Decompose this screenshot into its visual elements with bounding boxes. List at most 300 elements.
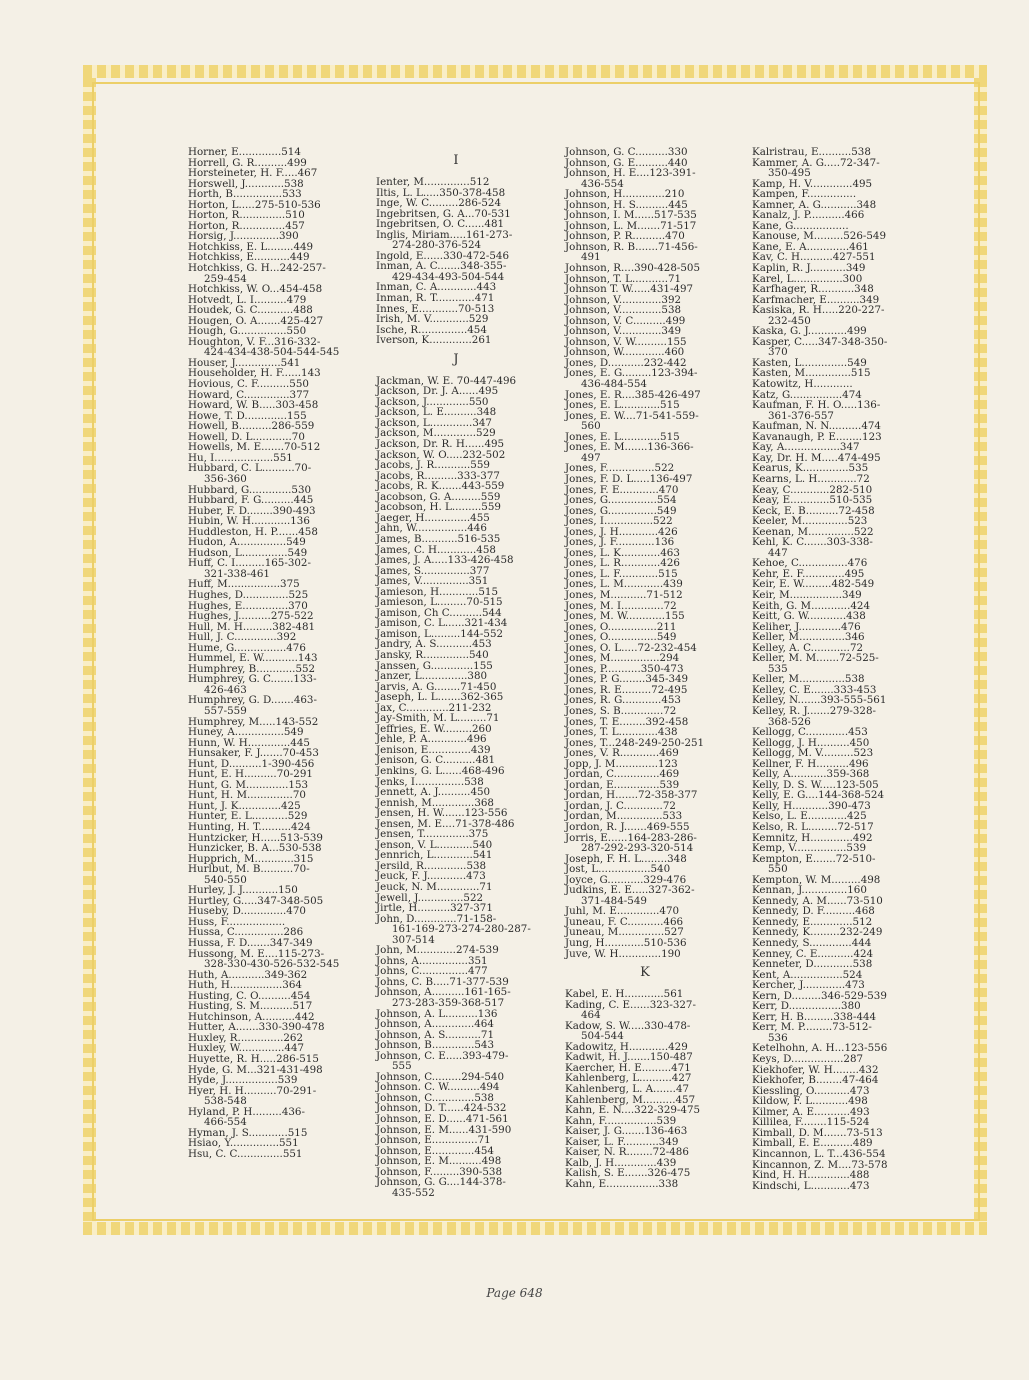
index-entry: Hsiao, Y...............551 [188,1137,299,1150]
index-entry: Johnson, H.............210 [565,188,685,201]
index-entry: Kerr, H. B.........338-444 [752,1010,877,1023]
index-entry: Kasper, C.....347-348-350- [752,335,888,348]
index-entry: Jones, M. I.............72 [565,599,677,612]
index-entry: Kahlenberg, L. A.......47 [565,1083,690,1096]
index-entry: Hubin, W. H............136 [188,515,310,528]
index-entry: Kemp, V................539 [752,842,867,855]
index-entry: Kahn, E................338 [565,1177,679,1190]
index-entry: Hunzicker, B. A...530-538 [188,842,322,855]
index-entry: Kasten, L..............549 [752,356,867,369]
index-entry: Hutchinson, A..........442 [188,1010,315,1023]
index-entry: Kampen, F............... [752,188,857,201]
index-entry: Jehle, P. A............496 [376,733,487,746]
index-entry: Hyer, H. H..........70-291- [188,1084,317,1097]
index-entry: Johnson, R. B.......71-456- [565,240,698,253]
index-entry: Jones, E. W....71-541-559- [565,409,699,422]
index-entry: Kimball, E. E..........489 [752,1137,873,1150]
index-entry: Kadow, S. W.....330-478- [565,1019,691,1032]
index-entry: Kay, Dr. H. M.....474-495 [752,451,881,464]
index-entry: Johnson, V. W..........155 [565,335,687,348]
index-entry-continuation: 557-559 [204,704,247,717]
index-entry-continuation: 287-292-293-320-514 [581,842,694,855]
index-entry: Kamner, A. G...........348 [752,198,877,211]
index-entry: Janssen, G.............155 [376,659,493,672]
index-entry-continuation: 491 [581,251,601,264]
index-entry: Kamp, H. V.............495 [752,177,873,190]
index-entry: Hunter, E. L...........529 [188,810,308,823]
index-entry: Hupprich, M............315 [188,852,314,865]
index-entry: Humphrey, B............552 [188,662,316,675]
index-entry: Kaska, G. J............499 [752,325,867,338]
index-entry: Keller, M..............346 [752,631,865,644]
index-entry: Hu, I..................551 [188,451,293,464]
index-entry: Juhl, M. E.............470 [565,905,680,918]
index-entry: James, V...............351 [376,575,489,588]
index-entry: Kildow, F. L...........498 [752,1095,868,1108]
index-entry: Jennish, M.............368 [376,796,494,809]
index-entry-continuation: 538-548 [204,1095,247,1108]
index-entry: Kanalz, J. P...........466 [752,209,865,222]
index-entry: Horton, R..............457 [188,219,305,232]
index-entry: Hussa, C...............286 [188,926,304,939]
index-entry: Jones, O. L.....72-232-454 [565,641,697,654]
index-entry: Johnson, R....390-428-505 [565,262,701,275]
index-entry: Jones, G...............549 [565,504,677,517]
index-entry: Kabel, E. H............561 [565,988,684,1001]
index-entry: Jackson, W. O.....232-502 [376,448,506,461]
index-entry: Johnson, I. M......517-535 [565,209,697,222]
index-entry: Huff, M................375 [188,578,300,591]
index-entry-continuation: 328-330-430-526-532-545 [204,958,340,971]
index-entry: James, J. A.....133-426-458 [376,554,514,567]
index-entry: Hurtley, G.....347-348-505 [188,894,324,907]
index-entry: Hunt, G. M.............153 [188,778,309,791]
index-entry: Ingebritsen, O. C......481 [376,218,505,231]
index-entry: Jones, E. G.........123-394- [565,367,698,380]
index-entry-continuation: 560 [581,420,601,433]
index-entry: Jenison, E.............439 [376,743,491,756]
index-entry: Jones, L. K............463 [565,546,680,559]
index-entry: Jones, F. E............470 [565,483,679,496]
index-entry: Hussa, F. D.......347-349 [188,937,313,950]
index-entry: Jewell, J..............522 [376,891,484,904]
index-entry: Hyde, G. M...321-431-498 [188,1063,323,1076]
index-entry: Iltis, L. L.....350-378-458 [376,186,506,199]
index-entry: Horth, B...............533 [188,188,302,201]
index-entry: Jahn, W................446 [376,522,487,535]
index-entry: Joyce, G...........329-476 [565,873,687,886]
index-entry: Hubbard, G.............530 [188,483,312,496]
index-entry: Jamieson, L.........70-515 [376,596,503,609]
index-entry: Jarvis, A. G........71-450 [376,680,497,693]
index-entry: Hunting, H. T..........424 [188,821,311,833]
index-entry: Hubbard, C. L..........70- [188,462,312,475]
index-entry: Huber, F. D........390-493 [188,504,316,517]
index-entry: Hussong, M. E....115-273- [188,947,325,960]
index-entry-continuation: 464 [581,1009,601,1022]
index-entry: Hsu, C. C..............551 [188,1147,303,1160]
index-entry: Jones, T. E........392-458 [565,715,689,728]
index-entry: Jones, D...........232-442 [565,356,687,369]
index-entry: Innes, E............70-513 [376,302,495,315]
index-entry: Johnson, C. E.....393-479- [376,1049,509,1062]
index-entry: Kercher, J.............473 [752,979,865,992]
index-entry-continuation: 436-554 [581,177,624,190]
section-letter: K [640,965,650,981]
index-entry: Keenan, M..............522 [752,525,874,538]
index-entry: Hunt, E. H..........70-291 [188,768,313,781]
index-entry: Kent, A................524 [752,968,863,981]
index-entry: Husting, C. O..........454 [188,989,311,1002]
index-entry-continuation: 426-463 [204,683,247,696]
index-entry-continuation: 368-526 [768,715,811,728]
index-entry: Humphrey, G. C.......133- [188,673,317,686]
index-entry: Jackson, Dr. J. A......495 [376,385,499,398]
index-entry: Jones, L. M............439 [565,578,683,591]
index-entry: Kilmer, A. E...........493 [752,1105,870,1118]
index-entry-continuation: 321-338-461 [204,567,270,580]
index-entry: Kennedy, D. F..........468 [752,905,875,918]
index-entry-continuation: 371-484-549 [581,894,647,907]
index-entry: Keller, M..............538 [752,673,865,686]
index-entry: Kellogg, J. H..........450 [752,736,870,749]
index-entry: Hough, G...............550 [188,325,307,338]
index-entry: Hull, J. C.............392 [188,631,297,644]
index-entry: Johnson, H. E....123-391- [565,167,696,180]
index-entry: Keller, M. M.......72-525- [752,652,879,665]
index-entry: Hughes, J..........275-522 [188,610,314,623]
index-entry: Kalish, S. E.......326-475 [565,1167,691,1180]
index-entry: Juneau, M..............527 [565,926,684,939]
index-entry-continuation: 429-434-493-504-544 [392,270,505,283]
index-entry: Kalb, J. H.............439 [565,1156,677,1169]
index-entry: Jenson, V. L...........540 [376,838,493,851]
index-entry: Kincannon, Z. M....73-578 [752,1158,888,1171]
index-entry: Johnson, V.............349 [565,325,682,338]
index-entry: Howell, B..........286-559 [188,420,315,433]
index-entry: Kearus, K..............535 [752,462,869,475]
index-entry: Johnson, T. L...........71 [565,272,682,285]
index-entry: Kalristrau, E..........538 [752,146,871,158]
index-entry: Hougen, O. A.......425-427 [188,314,324,327]
index-entry: Jacobson, H. L.........559 [376,501,501,514]
index-entry: Jung, H............510-536 [565,937,687,950]
index-entry: Horton, R..............510 [188,209,305,222]
index-entry: Hurley, J. J...........150 [188,884,298,897]
index-entry: Howard, W. B.....303-458 [188,399,319,412]
index-entry: Jennrich, L............541 [376,849,493,862]
index-entry: Johnson, A.............464 [376,1018,494,1031]
index-entry: Hyde, J................539 [188,1074,298,1087]
index-entry: Jamison, C. L......321-434 [376,617,508,630]
index-entry-continuation: 274-280-376-524 [392,239,482,252]
index-entry: Jones, P...........350-473 [565,662,684,675]
index-entry: Johnson, E..............71 [376,1134,491,1147]
index-entry: Johnson, V.............538 [565,304,682,317]
index-entry: Johnson, P. R..........470 [565,230,685,243]
index-entry: Johns, A...............351 [376,954,488,967]
index-entry: Jones, O...............549 [565,631,677,644]
index-entry: Jones, F. D. L.....136-497 [565,472,693,485]
index-entry: Jaeger, H..............455 [376,511,490,524]
index-entry: Kempton, W. M.........498 [752,873,881,886]
index-entry: Kemnitz, H.............492 [752,831,873,844]
index-entry: Johnson, C.............538 [376,1091,494,1104]
index-column-4 [752,147,912,1191]
index-entry: Kennedy, S.............444 [752,937,872,950]
index-entry: Kelly, A...........359-368 [752,768,870,781]
index-entry: Jensen, T..............375 [376,828,489,841]
index-entry: Johnson, H. S..........445 [565,198,688,211]
index-entry: Johnson, E. M......431-590 [376,1123,512,1136]
index-entry: Ienter, M..............512 [376,176,490,188]
index-entry: Kiessling, O...........473 [752,1084,870,1097]
index-entry: Hurlbut, M. B..........70- [188,863,310,876]
index-entry-continuation: 535 [768,662,788,675]
index-entry: Johnson T. W......431-497 [565,283,694,296]
index-entry-continuation: 504-544 [581,1030,624,1043]
index-entry: Huff, C. I.........165-302- [188,557,311,570]
index-entry-continuation: 466-554 [204,1116,247,1129]
index-entry: Jones, S. B.............72 [565,704,677,717]
index-entry: Kellner, F. H..........496 [752,757,869,770]
index-entry: Jones, L. F............515 [565,567,678,580]
index-entry: Hyland, P. H.........436- [188,1105,305,1118]
index-entry: Kaiser, J. G.......136-463 [565,1125,688,1138]
index-entry: Johnson, G. G....144-378- [376,1176,506,1189]
index-entry: Kane, E. A.............461 [752,240,869,253]
index-entry: Jacobson, G. A.........559 [376,490,501,503]
index-entry: Jackson, L.............347 [376,416,492,429]
section-letter: I [453,153,459,168]
index-entry: Hume, G................476 [188,641,306,654]
index-entry: Johnson, E.............454 [376,1144,494,1157]
index-entry: Kennedy, E.............512 [752,915,873,928]
index-entry-continuation: 232-450 [768,314,811,327]
index-entry: Kelly, D. S. W.....123-505 [752,778,879,791]
index-entry: Karfhager, R...........348 [752,283,874,296]
index-entry: Houghton, V. F...316-332- [188,335,321,348]
index-entry: Kaplin, R. J...........349 [752,262,866,275]
index-entry: Johnson, A. S...........71 [376,1028,495,1041]
index-entry: Jaseph, L. L.......362-365 [376,691,504,704]
index-entry-continuation: 435-552 [392,1186,435,1199]
section-letter: J [453,351,459,367]
index-entry: Kadowitz, H............429 [565,1040,688,1053]
index-entry: Huss, F.................. [188,915,286,928]
index-entry: Jenison, G. C..........481 [376,754,496,767]
index-entry: Johnson, V. C..........499 [565,314,686,327]
index-entry: Iverson, K.............261 [376,334,492,347]
index-entry: Killilea, F........115-524 [752,1116,870,1129]
index-entry: Kellogg, M. V..........523 [752,747,874,760]
index-entry: Janzer, L..............380 [376,670,488,683]
index-entry-continuation: 161-169-273-274-280-287- [392,923,531,936]
index-entry: Johnson, G. C..........330 [565,146,688,158]
index-entry: Juneau, F. C...........466 [565,915,684,928]
index-entry: Jones, M...............294 [565,652,680,665]
index-entry: Kahlenberg, L..........427 [565,1072,692,1085]
index-entry: Jones, E. R....385-426-497 [565,388,701,401]
index-entry-continuation: 497 [581,451,601,464]
index-entry: Jackson, J.............550 [376,395,489,408]
index-entry: Huseby, D..............470 [188,905,306,918]
index-entry: Keys, D................287 [752,1053,864,1066]
index-entry: Hotchkiss, E...........449 [188,251,310,264]
index-entry: Horsteineter, H. F.....467 [188,167,318,180]
index-entry: Jensen, H. W.......123-556 [376,807,508,820]
index-entry: Karel, L...............300 [752,272,863,285]
index-entry: Jones, J. F............136 [565,536,675,549]
index-entry: Kasiska, R. H.....220-227- [752,304,885,317]
index-entry: Jamison, L.........144-552 [376,627,504,640]
index-entry: Kaufman, N. N..........474 [752,420,881,433]
index-entry: Kennan, J..............160 [752,884,867,897]
index-entry: Jones, R. G............453 [565,694,681,707]
index-entry: Kempton, E.......72-510- [752,852,876,865]
index-entry: Jirtle, H..........327-371 [376,902,493,915]
index-entry: Houser, J..............541 [188,356,301,369]
index-entry: Hotchkiss, G. H...242-257- [188,262,326,275]
index-entry-continuation: 424-434-438-504-544-545 [204,346,340,359]
index-entry: Inge, W. C.........286-524 [376,197,502,210]
index-entry: Kasten, M..............515 [752,367,871,380]
index-entry: Jordon, R. J.......469-555 [565,821,690,833]
index-entry: Johnson, A. L..........136 [376,1007,498,1020]
index-entry: Jackson, M.............529 [376,427,496,440]
index-entry: Humphrey, M.....143-552 [188,715,319,728]
index-entry: Jordan, E..............539 [565,778,680,791]
index-entry: Keliher, J.............476 [752,620,861,633]
index-entry: Jandry, A. S...........453 [376,638,492,651]
index-column-1 [188,147,348,1160]
index-entry: Hotvedt, L. I..........479 [188,293,307,306]
index-entry: Kiekhofer, B........47-464 [752,1074,879,1087]
index-entry: Kennedy, K.........232-249 [752,926,883,939]
index-entry: Keay, C............282-510 [752,483,873,496]
index-entry: Hunn, W. H.............445 [188,736,310,749]
index-entry: Hyman, J. S............515 [188,1126,308,1139]
index-entry: Katowitz, H............ [752,378,853,391]
index-entry: Kenney, C. E...........424 [752,947,874,960]
index-entry: Hudson, L..............549 [188,546,308,559]
index-entry-continuation: 350-495 [768,167,811,180]
index-entry: Jones, P. G........345-349 [565,673,689,686]
index-entry-continuation: 540-550 [204,873,247,886]
index-entry: Huth, H................364 [188,979,302,992]
index-entry: Jersild, R.............538 [376,859,487,872]
index-entry: Keitt, G. W............438 [752,610,866,623]
index-entry: Hotchkiss, E. L........449 [188,240,314,253]
index-entry: Jacobs, R..........333-377 [376,469,500,482]
index-entry: Johnson, L. M.......71-517 [565,219,697,232]
index-entry: Howe, T. D.............155 [188,409,307,422]
index-entry: Ische, R...............454 [376,323,487,336]
index-entry: Kenneter, D............538 [752,958,873,971]
index-entry: Hunsaker, F. J.......70-453 [188,747,319,760]
index-entry: Jacobs, J. R...........559 [376,459,490,472]
index-entry: Howell, D. L............70 [188,430,305,443]
index-entry: Kerr, D................380 [752,1000,861,1013]
index-entry: Jackson, L. E..........348 [376,406,497,419]
index-entry: Johnson, B.............543 [376,1039,495,1052]
index-entry: Jones, E. L............515 [565,399,680,412]
index-entry: James, C. H............458 [376,543,496,556]
index-entry-continuation: 370 [768,346,788,359]
index-entry: Jamison, Ch C..........544 [376,606,502,619]
index-entry: Huyette, R. H.....286-515 [188,1053,319,1066]
index-entry-continuation: 436-484-554 [581,378,647,391]
index-entry: Jones, M. W............155 [565,610,685,623]
index-entry: Kelley, N.......393-555-561 [752,694,887,707]
index-entry: Joseph, F. H. L........348 [565,852,687,865]
index-entry: Kammer, A. G.....72-347- [752,156,880,169]
index-entry: Kehr, E. F.............495 [752,567,865,580]
index-entry: Jordan, J. C............72 [565,799,676,812]
index-entry: Kelly, E. G....144-368-524 [752,789,885,802]
index-entry: Hull, M. H.........382-481 [188,620,316,633]
index-entry: Hunt, J. K.............425 [188,799,301,812]
index-entry: Hubbard, F. G..........445 [188,494,314,507]
index-entry: Johnson, F.........390-538 [376,1165,503,1178]
index-entry: Kincannon, L. T...436-554 [752,1147,886,1160]
index-entry: Johnson, E. D......471-561 [376,1113,509,1126]
index-entry: Jones, E. M.......136-366- [565,441,694,454]
index-entry-continuation: 550 [768,863,788,876]
index-entry: Jenks, I...............538 [376,775,484,788]
index-entry: Kahn, E. N....322-329-475 [565,1104,701,1117]
index-entry-continuation: 555 [392,1060,412,1073]
index-entry: Kading, C. E......323-327- [565,998,696,1011]
page-number: Page 648 [486,1286,543,1300]
index-entry: Jones, I...............522 [565,515,673,528]
index-entry: Hughes, D..............525 [188,588,309,601]
index-entry-continuation: 259-454 [204,272,247,285]
index-entry: Jackman, W. E. 70-447-496 [376,374,517,387]
index-entry: Jenkins, G. L......468-496 [376,764,505,777]
index-entry: Ingold, E......330-472-546 [376,249,509,262]
index-entry: Kiekhofer, W. H........432 [752,1063,879,1076]
index-entry: Jax, C.............211-232 [376,701,492,714]
index-column-2 [376,147,536,1198]
index-entry: Huxley, R..............262 [188,1031,304,1044]
index-entry: Kehl, K. C.......303-338- [752,536,873,549]
index-entry: Kerr, M. P.........73-512- [752,1021,872,1034]
index-entry: Kaiser, L. F...........349 [565,1135,679,1148]
index-entry: Huntzicker, H......513-539 [188,831,323,844]
index-entry-continuation: 447 [768,546,788,559]
index-entry: Jones, V. R............469 [565,747,679,760]
index-entry: Jorris, E......164-283-286- [565,831,697,844]
index-entry: Jones, J. H............426 [565,525,678,538]
index-entry: Jones, R. E.........72-495 [565,683,688,696]
index-entry: Kelso, L. E............425 [752,810,867,823]
index-entry: Kennedy, A. M......73-510 [752,894,883,907]
index-entry: Katz, G................474 [752,388,862,401]
index-entry: Juve, W. H.............190 [565,947,681,960]
index-entry: Johnson, D. T......424-532 [376,1102,507,1115]
index-entry: Jensen, M. E....71-378-486 [376,817,515,830]
index-entry: Jopp, J. M.............123 [565,757,678,770]
index-entry: Keith, G. M............424 [752,599,870,612]
index-entry: Hotchkiss, W. O...454-458 [188,283,323,296]
index-entry: Householder, H. F......143 [188,367,321,380]
index-entry: Jordan, H.......72-358-377 [565,789,698,802]
index-entry: Kehoe, C...............476 [752,557,868,570]
index-entry: Hunt, D..........1-390-456 [188,757,315,770]
index-entry: Jeffries, E. W.........260 [376,722,492,735]
index-entry: Kind, H. H.............488 [752,1169,870,1182]
